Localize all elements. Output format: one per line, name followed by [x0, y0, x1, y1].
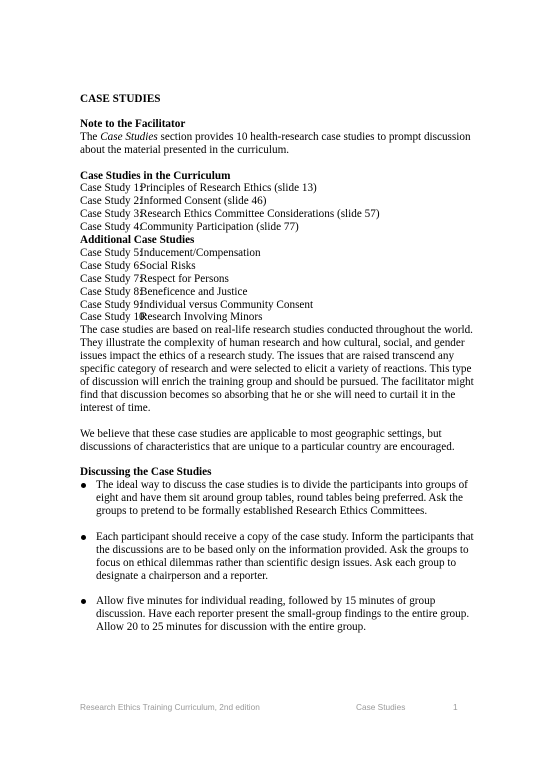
additional-cases-list	[80, 247, 475, 324]
list-item	[80, 221, 475, 234]
case-title: Inducement/Compensation	[140, 246, 261, 259]
additional-cases-heading: Additional Case Studies	[80, 234, 195, 247]
bullet-icon	[81, 483, 86, 488]
case-title: Social Risks	[140, 259, 196, 272]
bullet-item	[80, 479, 475, 518]
case-number: Case Study 6:	[80, 259, 143, 272]
page-number: 1	[453, 702, 458, 712]
note-text-prefix: The	[80, 130, 101, 143]
case-number: Case Study 3:	[80, 208, 143, 221]
case-title: Individual versus Community Consent	[140, 298, 314, 311]
list-item	[80, 299, 475, 312]
list-item	[80, 311, 475, 324]
bullet-item	[80, 531, 475, 583]
discussing-heading: Discussing the Case Studies	[80, 466, 212, 479]
case-number: Case Study 7:	[80, 272, 143, 285]
intro-paragraph: The case studies are based on real-life research studies conducted throughout the world. They illustrate the complexity of human research and how cultural, social, and gender issues impact the ethics of a research study. The issues that are raised transcend any specific category of research and were selected to elicit a variety of reactions. This type of discussion will enrich the training group and should be pursued. The facilitator might find that discussion becomes so absorbing that he or she will need to curtail it in the interest of time.	[80, 324, 474, 414]
note-text-suffix: section provides 10 health-research case studies to prompt discussion about the material presented in the curriculum.	[80, 130, 471, 156]
case-number: Case Study 9:	[80, 298, 143, 311]
bullet-icon	[81, 599, 86, 604]
bullet-text: Each participant should receive a copy of the case study. Inform the participants that the discussions are to be based only on the information provided. Ask the groups to focus on ethical dilemmas rather than scientific design issues. Ask each group to designate a chairperson and a reporter.	[96, 530, 474, 582]
footer-curriculum-title: Research Ethics Training Curriculum, 2nd edition	[80, 702, 260, 712]
bullet-text: The ideal way to discuss the case studies is to divide the participants into groups of eight and have them sit around group tables, round tables being preferred. Ask the groups to pretend to be formally established Research Ethics Committees.	[96, 479, 468, 518]
case-title: Principles of Research Ethics (slide 13)	[140, 182, 317, 195]
list-item	[80, 208, 475, 221]
list-item	[80, 247, 475, 260]
note-heading: Note to the Facilitator	[80, 117, 186, 130]
case-number: Case Study 10:	[80, 311, 148, 324]
case-title: Respect for Persons	[140, 272, 229, 285]
case-title: Informed Consent (slide 46)	[140, 195, 267, 208]
case-number: Case Study 5:	[80, 246, 143, 259]
case-number: Case Study 4:	[80, 221, 143, 234]
curriculum-cases-list	[80, 182, 475, 234]
note-paragraph	[80, 131, 475, 157]
geography-paragraph: We believe that these case studies are applicable to most geographic settings, but discussions of characteristics that are unique to a particular country are encouraged.	[80, 427, 455, 453]
case-title: Beneficence and Justice	[140, 285, 248, 298]
discussing-bullet-list	[80, 479, 475, 634]
case-title: Research Involving Minors	[140, 311, 263, 324]
bullet-icon	[81, 535, 86, 540]
case-number: Case Study 2:	[80, 195, 143, 208]
bullet-item	[80, 595, 475, 634]
list-item	[80, 286, 475, 299]
note-text-italic: Case Studies	[100, 130, 158, 143]
list-item	[80, 273, 475, 286]
list-item	[80, 182, 475, 195]
curriculum-cases-heading: Case Studies in the Curriculum	[80, 169, 231, 182]
case-number: Case Study 1:	[80, 182, 143, 195]
list-item	[80, 260, 475, 273]
case-title: Research Ethics Committee Considerations (slide 57)	[140, 208, 380, 221]
footer-section-name: Case Studies	[356, 702, 406, 712]
bullet-text: Allow five minutes for individual reading, followed by 15 minutes of group discussion. Have each reporter present the small-group findings to the entire group. Allow 20 to 25 minutes for discussion with the entire group.	[96, 595, 470, 634]
page-body	[80, 93, 475, 647]
page-title: CASE STUDIES	[80, 93, 161, 105]
case-number: Case Study 8:	[80, 285, 143, 298]
case-title: Community Participation (slide 77)	[140, 221, 299, 234]
list-item	[80, 195, 475, 208]
